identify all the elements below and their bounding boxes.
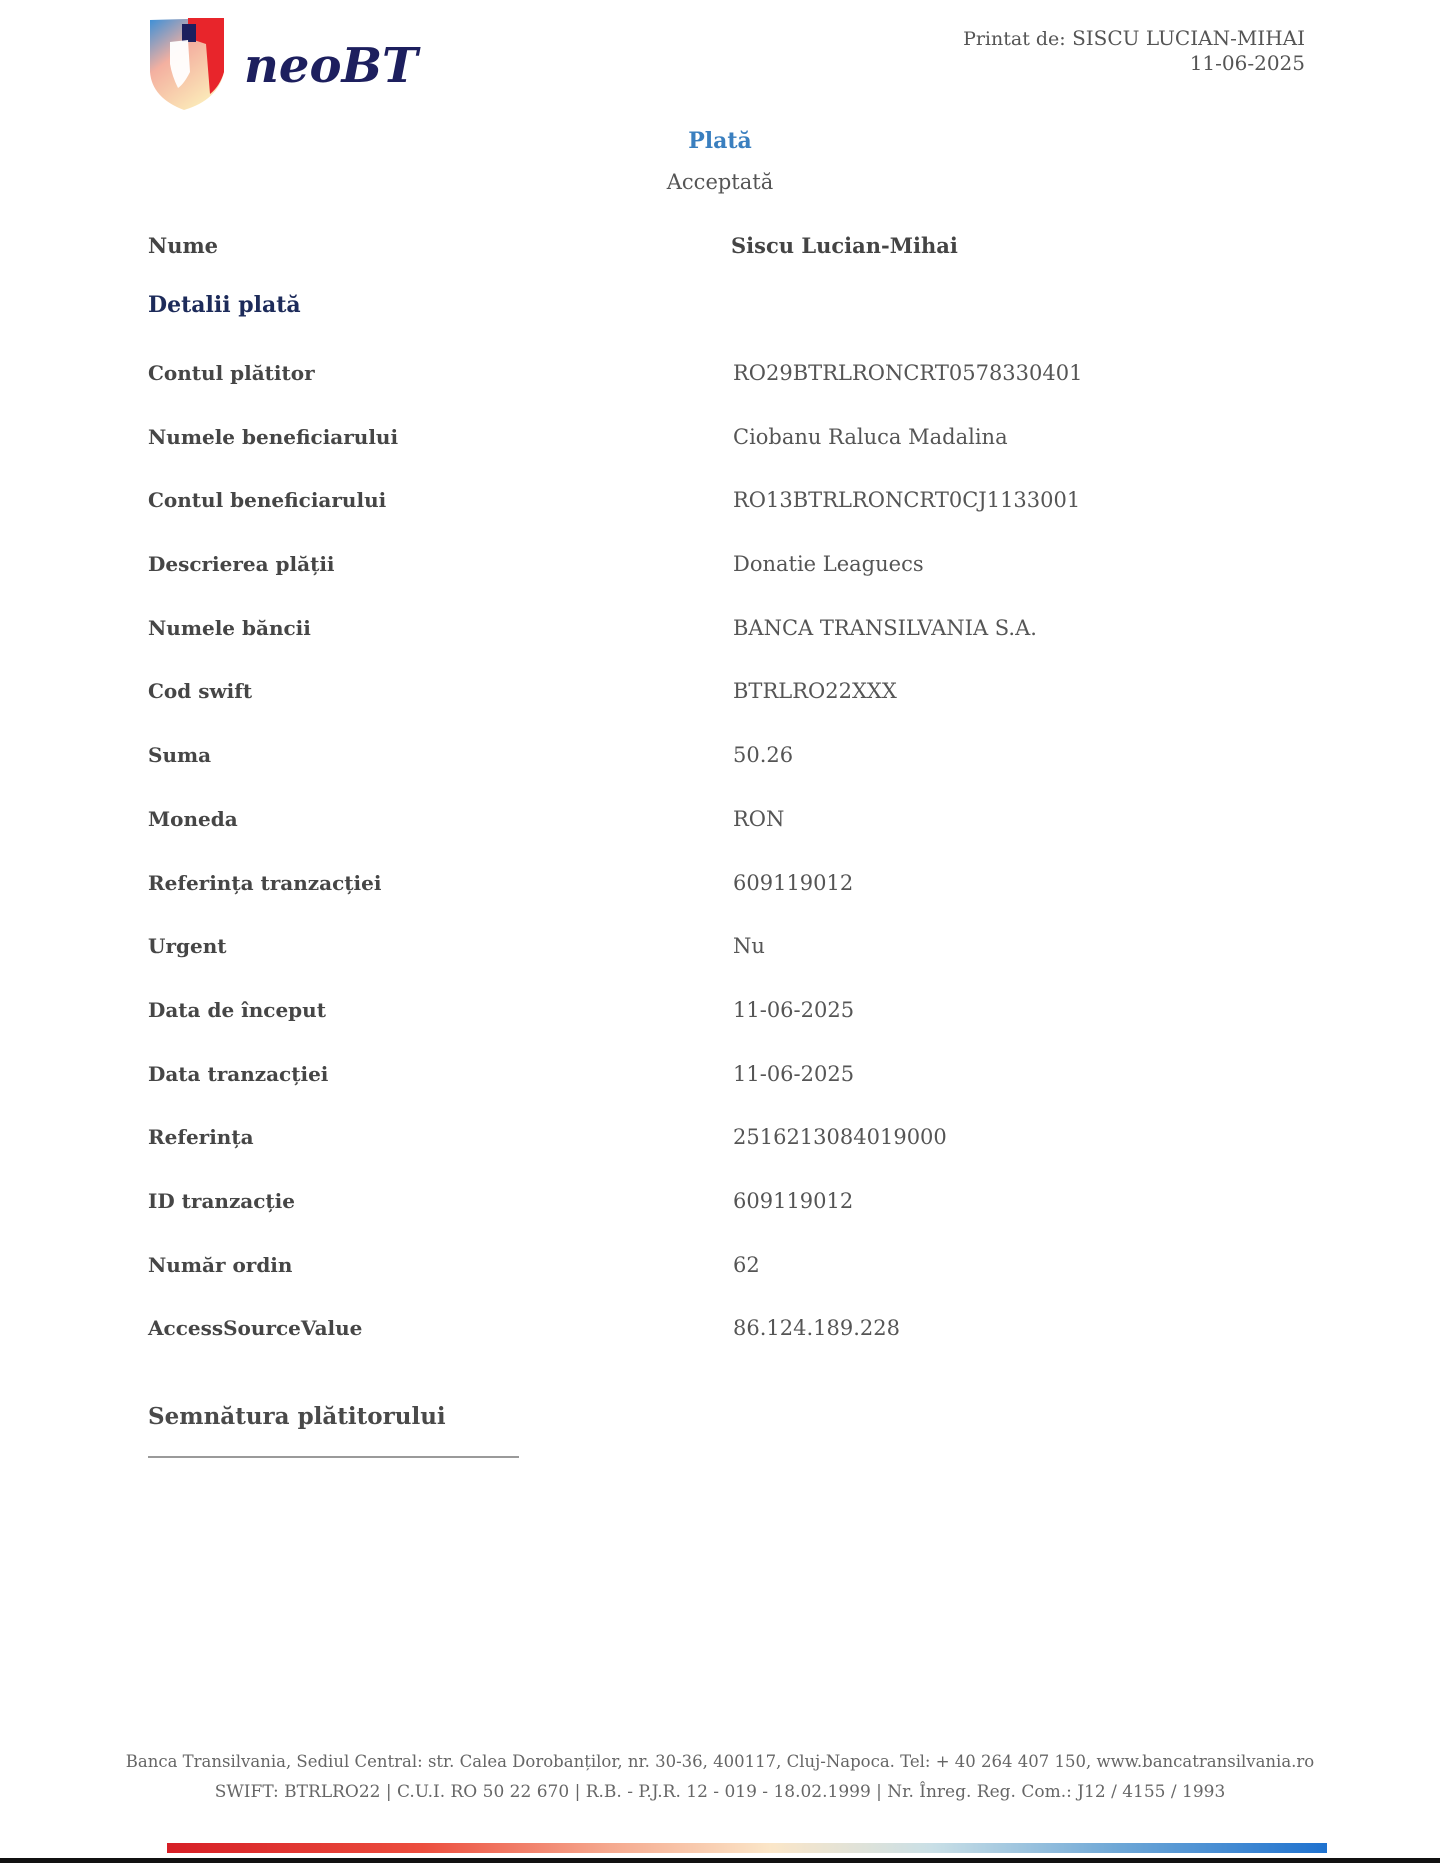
payment-details-list [148,355,1308,1374]
detail-label: Cod swift [148,679,253,704]
printed-date: 11-06-2025 [1189,51,1305,75]
footer-registration: SWIFT: BTRLRO22 | C.U.I. RO 50 22 670 | R.B. - P.J.R. 12 - 019 - 18.02.1999 | Nr. Înreg. Reg. Com.: J12 / 4155 / 1993 [214,1782,1226,1802]
detail-label: Data de început [148,997,326,1022]
shield-icon [150,18,224,110]
detail-label: Număr ordin [148,1252,293,1277]
detail-value: 609119012 [733,1188,854,1213]
detail-row-beneficiary-name [148,419,1308,483]
printed-by-label: Printat de: [963,28,1066,50]
detail-row-amount [148,737,1308,801]
payer-signature-label: Semnătura plătitorului [148,1403,446,1430]
detail-value: 609119012 [733,870,854,895]
detail-label: Moneda [148,806,238,831]
detail-label: Numele beneficiarului [148,424,399,449]
detail-label: Numele băncii [148,615,311,640]
detail-row-urgent [148,928,1308,992]
detail-label: Suma [148,743,212,768]
detail-label: Descrierea plății [148,552,335,577]
detail-value: 11-06-2025 [733,997,855,1022]
detail-value: 62 [733,1252,760,1277]
detail-row-order-number [148,1247,1308,1311]
detail-label: Urgent [148,934,227,959]
detail-value: RO29BTRLRONCRT0578330401 [733,361,1083,385]
detail-row-beneficiary-account [148,482,1308,546]
detail-value: Ciobanu Raluca Madalina [733,424,1008,449]
section-title-payment-details: Detalii plată [148,292,301,318]
detail-label: ID tranzacție [148,1188,295,1213]
detail-row-swift-code [148,673,1308,737]
detail-row-reference [148,1119,1308,1183]
detail-row-transaction-reference [148,865,1308,929]
detail-row-bank-name [148,610,1308,674]
detail-value: RO13BTRLRONCRT0CJ1133001 [733,488,1081,513]
detail-value: Donatie Leaguecs [733,552,924,577]
footer-address: Banca Transilvania, Sediul Central: str. Calea Dorobanților, nr. 30-36, 400117, Cluj-Napoca. Tel: + 40 264 407 150, www.bancatransilvania.ro [125,1752,1315,1771]
payment-status: Acceptată [666,170,774,194]
footer-gradient-bar [167,1843,1327,1853]
document-title: Plată [688,128,752,154]
printed-by-block [963,26,1305,75]
page-bottom-edge [0,1858,1440,1863]
detail-value: RON [733,806,785,831]
detail-value: 86.124.189.228 [733,1316,900,1341]
name-value: Siscu Lucian-Mihai [731,233,958,258]
detail-label: AccessSourceValue [148,1316,363,1341]
detail-row-transaction-date [148,1056,1308,1120]
detail-label: Data tranzacției [148,1061,329,1086]
neobt-logo [148,14,448,110]
detail-value: Nu [733,934,765,959]
detail-label: Referința tranzacției [148,870,382,895]
detail-value: 2516213084019000 [733,1125,947,1150]
detail-value: BANCA TRANSILVANIA S.A. [733,615,1037,640]
name-label: Nume [148,233,219,258]
detail-label: Referința [148,1125,254,1150]
detail-row-currency [148,801,1308,865]
detail-value: 11-06-2025 [733,1061,855,1086]
detail-label: Contul beneficiarului [148,488,387,513]
logo-text: neoBT [244,38,418,94]
detail-value: BTRLRO22XXX [733,679,897,704]
detail-row-payment-description [148,546,1308,610]
signature-line [148,1456,519,1458]
printed-by-name: SISCU LUCIAN-MIHAI [1072,26,1305,50]
detail-value: 50.26 [733,743,794,768]
detail-row-access-source [148,1310,1308,1374]
detail-row-payer-account [148,355,1308,419]
detail-row-start-date [148,992,1308,1056]
detail-label: Contul plătitor [148,361,315,385]
detail-row-transaction-id [148,1183,1308,1247]
